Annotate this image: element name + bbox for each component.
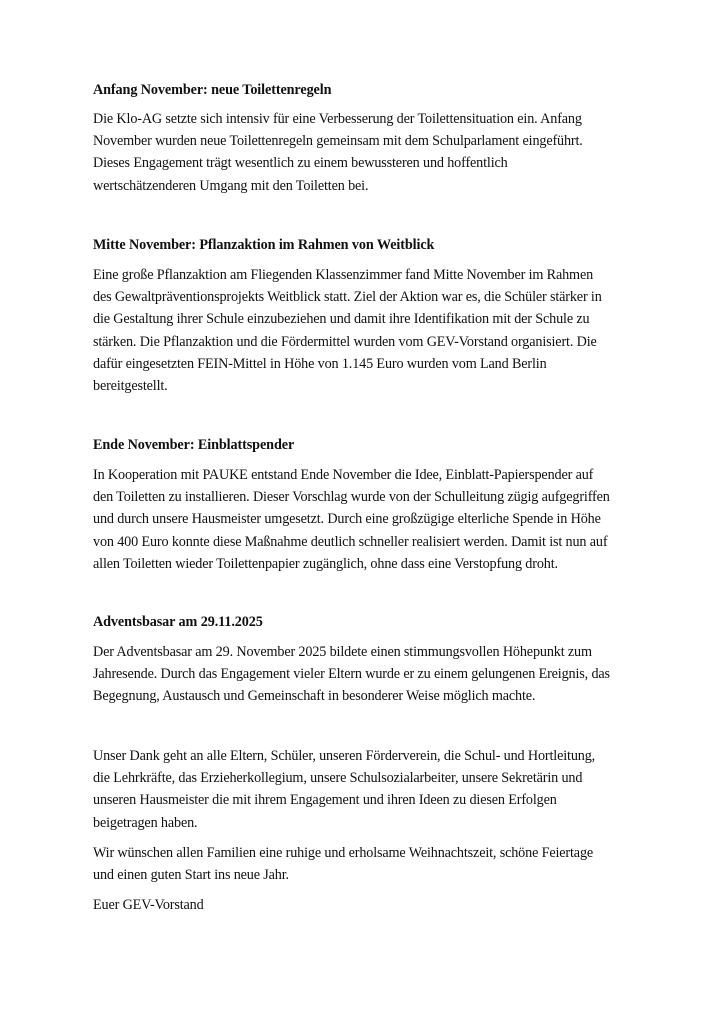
paragraph-line: November wurden neue Toilettenregeln gemeinsam mit dem Schulparlament eingeführt. [93,133,583,150]
paragraph-line: unseren Hausmeister die mit ihrem Engagement und ihren Ideen zu diesen Erfolgen [93,792,557,809]
paragraph-line: die Lehrkräfte, das Erzieherkollegium, unsere Schulsozialarbeiter, unsere Sekretärin und [93,770,583,787]
paragraph-line: den Toiletten zu installieren. Dieser Vorschlag wurde von der Schulleitung zügig aufgegriffen [93,489,610,506]
paragraph-line: Eine große Pflanzaktion am Fliegenden Klassenzimmer fand Mitte November im Rahmen [93,267,594,283]
paragraph-line: Jahresende. Durch das Engagement vieler Eltern wurde er zu einem gelungenen Ereignis, das [93,666,610,683]
section-toilet-rules [93,79,653,197]
paragraph-line: des Gewaltpräventionsprojekts Weitblick statt. Ziel der Aktion war es, die Schüler stärker in [93,289,602,306]
paragraph-line: Der Adventsbasar am 29. November 2025 bildete einen stimmungsvollen Höhepunkt zum [93,644,592,660]
paragraph-line: und durch unsere Hausmeister umgesetzt. Durch eine großzügige elterliche Spende in Höhe [93,511,601,528]
paragraph-line: von 400 Euro konnte diese Maßnahme deutlich schneller realisiert werden. Damit ist nun auf [93,533,608,550]
paragraph-line: beigetragen haben. [93,814,198,831]
paragraph-line: stärken. Die Pflanzaktion und die Fördermittel wurden vom GEV-Vorstand organisiert. Die [93,333,597,350]
section-paragraph [93,641,653,708]
thanks-paragraph [93,745,653,834]
paragraph-line: wertschätzenderen Umgang mit den Toiletten bei. [93,177,369,194]
paragraph-line: bereitgestellt. [93,378,168,395]
section-advent-bazaar [93,611,653,708]
section-paragraph [93,464,653,575]
paragraph-line: Begegnung, Austausch und Gemeinschaft in besonderer Weise möglich machte. [93,688,536,705]
section-heading: Adventsbasar am 29.11.2025 [93,614,263,630]
paragraph-line: dafür eingesetzten FEIN-Mittel in Höhe von 1.145 Euro wurden vom Land Berlin [93,355,547,372]
paragraph-line: und einen guten Start ins neue Jahr. [93,867,289,884]
section-heading: Anfang November: neue Toilettenregeln [93,82,332,98]
section-planting-action [93,234,653,397]
section-paper-dispenser [93,434,653,575]
paragraph-line: Unser Dank geht an alle Eltern, Schüler, unseren Förderverein, die Schul- und Hortleitung, [93,748,596,764]
paragraph-line: allen Toiletten wieder Toilettenpapier zugänglich, ohne dass eine Verstopfung droht. [93,555,558,572]
section-heading: Ende November: Einblattspender [93,437,295,453]
paragraph-line: Dieses Engagement trägt wesentlich zu einem bewussteren und hoffentlich [93,155,508,172]
wishes-paragraph [93,842,653,886]
paragraph-line: die Gestaltung ihrer Schule einzubeziehen und damit ihre Identifikation mit der Schule zu [93,311,590,328]
section-paragraph [93,108,653,197]
signature: Euer GEV-Vorstand [93,897,204,914]
section-paragraph [93,264,653,397]
paragraph-line: Wir wünschen allen Familien eine ruhige und erholsame Weihnachtszeit, schöne Feiertage [93,844,594,861]
paragraph-line: In Kooperation mit PAUKE entstand Ende November die Idee, Einblatt-Papierspender auf [93,467,594,483]
paragraph-line: Die Klo-AG setzte sich intensiv für eine Verbesserung der Toilettensituation ein. Anfang [93,111,582,127]
section-heading: Mitte November: Pflanzaktion im Rahmen von Weitblick [93,237,435,253]
closing-section [93,745,653,916]
